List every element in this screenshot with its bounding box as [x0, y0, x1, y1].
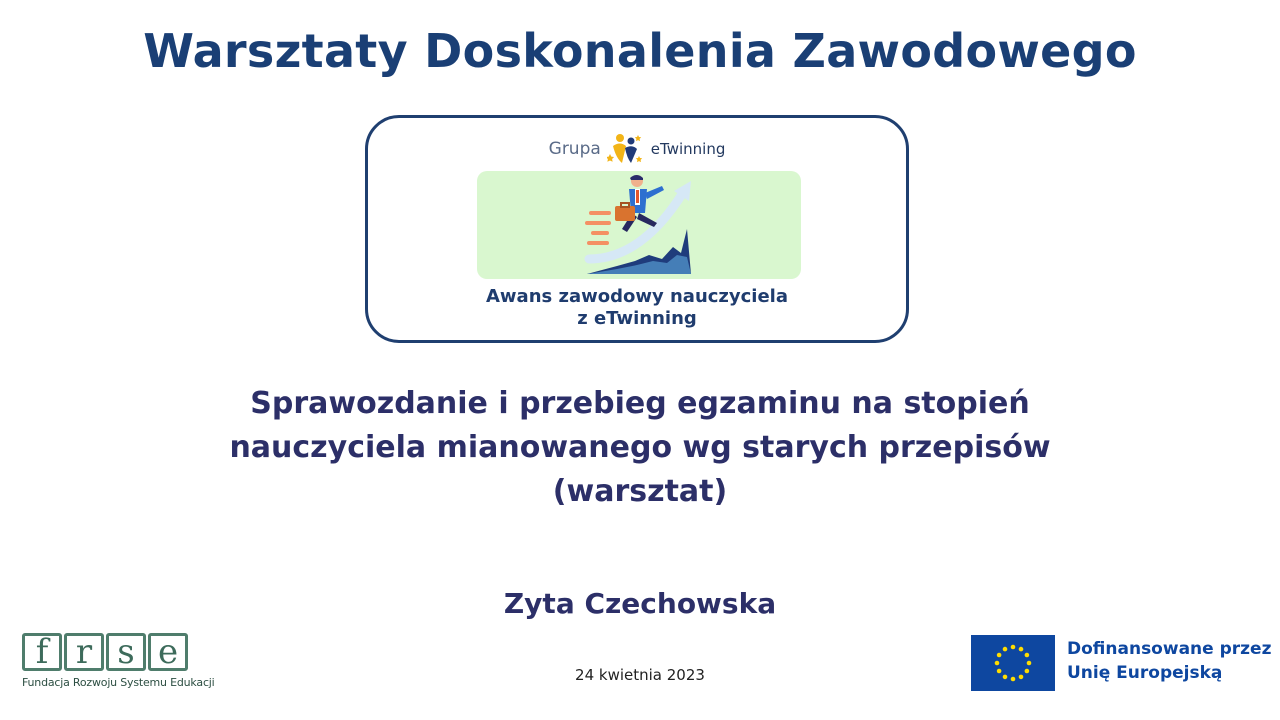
frse-letter-f: f — [22, 633, 62, 671]
brand-grupa-label: Grupa — [548, 139, 601, 159]
frse-logo-letters — [22, 633, 200, 671]
subtitle-line-2: nauczyciela mianowanego wg starych przepisów — [229, 430, 1051, 465]
etwinning-brand — [368, 132, 906, 166]
frse-caption: Fundacja Rozwoju Systemu Edukacji — [22, 676, 215, 689]
card-caption-line-2: z eTwinning — [577, 308, 697, 329]
author-name: Zyta Czechowska — [503, 587, 777, 620]
brand-etwinning-label: eTwinning — [650, 140, 726, 158]
career-growth-illustration — [477, 171, 801, 279]
etwinning-card — [365, 115, 909, 343]
etwinning-logo-icon — [607, 132, 643, 166]
frse-letter-s: s — [106, 633, 146, 671]
presentation-date: 24 kwietnia 2023 — [575, 666, 705, 684]
frse-letter-r: r — [64, 633, 104, 671]
eu-funding-badge — [971, 635, 1271, 695]
subtitle-line-1: Sprawozdanie i przebieg egzaminu na stopień — [250, 386, 1030, 421]
presentation-subtitle — [0, 382, 1280, 514]
subtitle-line-3: (warsztat) — [552, 474, 728, 509]
frse-letter-e: e — [148, 633, 188, 671]
eu-funding-line-2: Unię Europejską — [1067, 663, 1223, 683]
eu-funding-line-1: Dofinansowane przez — [1067, 639, 1272, 659]
frse-logo — [22, 632, 215, 697]
eu-flag-icon — [971, 635, 1055, 691]
slide-title: Warsztaty Doskonalenia Zawodowego — [143, 24, 1137, 78]
eu-funding-text — [1067, 637, 1272, 685]
illustration-panel — [477, 171, 801, 279]
card-caption-line-1: Awans zawodowy nauczyciela — [485, 286, 789, 307]
card-caption — [368, 286, 906, 330]
